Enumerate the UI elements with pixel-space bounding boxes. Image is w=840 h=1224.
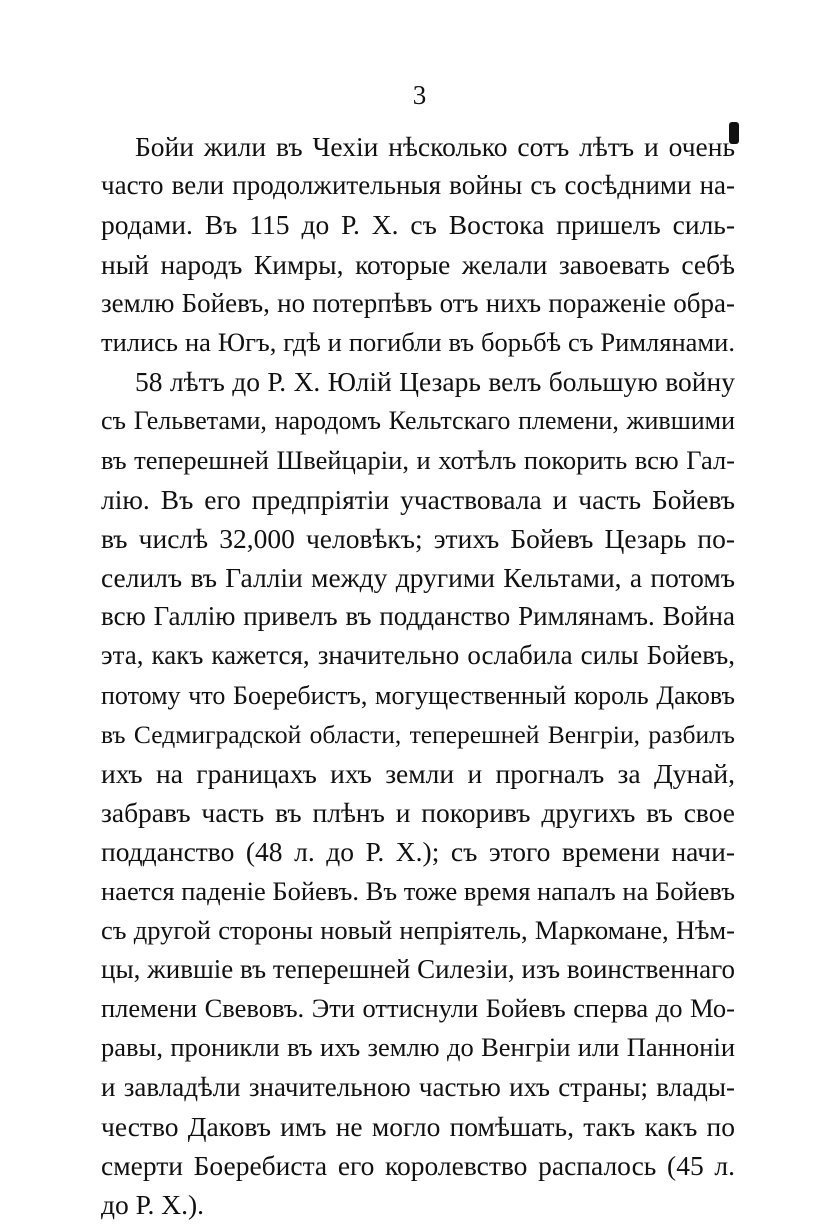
text-line: подданство (48 л. до Р. Х.); съ этого времени начи-	[101, 836, 735, 868]
text-line: часто вели продолжительныя войны съ сосѣдними на-	[101, 170, 735, 201]
text-line: Бойи жили въ Чехiи нѣсколько сотъ лѣтъ и очень	[135, 131, 735, 162]
body-text	[101, 127, 735, 1224]
text-line: тились на Югъ, гдѣ и погибли въ борьбѣ съ Римлянами.	[101, 326, 735, 357]
text-line: чество Даковъ имъ не могло помѣшать, такъ какъ по	[101, 1110, 735, 1142]
paragraph	[101, 362, 735, 1224]
text-line: забравъ часть въ плѣнъ и покоривъ другихъ въ свое	[101, 797, 735, 829]
text-line: потому что Боеребистъ, могущественный король Даковъ	[101, 680, 735, 710]
text-line: лiю. Въ его предпрiятiи участвовала и часть Бойевъ	[101, 483, 735, 515]
text-line: землю Бойевъ, но потерпѣвъ отъ нихъ пораженiе обра-	[101, 287, 735, 318]
text-line: смерти Боеребиста его королевство распалось (45 л.	[101, 1149, 735, 1181]
text-line: 58 лѣтъ до Р. Х. Юлiй Цезарь велъ большую войну	[135, 366, 735, 398]
text-line: и завладѣли значительною частью ихъ страны; влады-	[101, 1071, 735, 1102]
text-line: съ Гельветами, народомъ Кельтскаго племени, жившими	[101, 406, 735, 436]
text-line: ихъ на границахъ ихъ земли и прогналъ за Дунай,	[101, 758, 735, 789]
text-line: эта, какъ кажется, значительно ослабила силы Бойевъ,	[101, 640, 735, 671]
text-line: въ числѣ 32,000 человѣкъ; этихъ Бойевъ Цезарь по-	[101, 522, 735, 554]
text-line: селилъ въ Галлiи между другими Кельтами, а потомъ	[101, 562, 735, 594]
text-line: съ другой стороны новый непрiятель, Маркомане, Нѣм-	[101, 914, 735, 945]
text-line: въ Седмиградской области, теперешней Венгрiи, разбилъ	[101, 719, 735, 749]
text-line: родами. Въ 115 до Р. Х. съ Востока пришелъ силь-	[101, 209, 735, 241]
text-line: ный народъ Кимры, которые желали завоевать себѣ	[101, 248, 735, 280]
paragraph	[101, 127, 735, 362]
text-line: цы, жившiе въ теперешней Силезiи, изъ воинственнаго	[101, 953, 735, 984]
page-number: 3	[412, 80, 428, 110]
text-line: въ теперешней Швейцарiи, и хотѣлъ покорить всю Гал-	[101, 444, 735, 475]
text-line: племени Свевовъ. Эти оттиснули Бойевъ сперва до Мо-	[101, 993, 735, 1024]
text-line: нается паденiе Бойевъ. Въ тоже время напалъ на Бойевъ	[101, 875, 735, 906]
text-line: до Р. Х.).	[101, 1189, 204, 1221]
text-line: равы, проникли въ ихъ землю до Венгрiи или Паннонiи	[101, 1032, 735, 1063]
text-line: всю Галлiю привелъ въ подданство Римлянамъ. Война	[101, 601, 735, 632]
